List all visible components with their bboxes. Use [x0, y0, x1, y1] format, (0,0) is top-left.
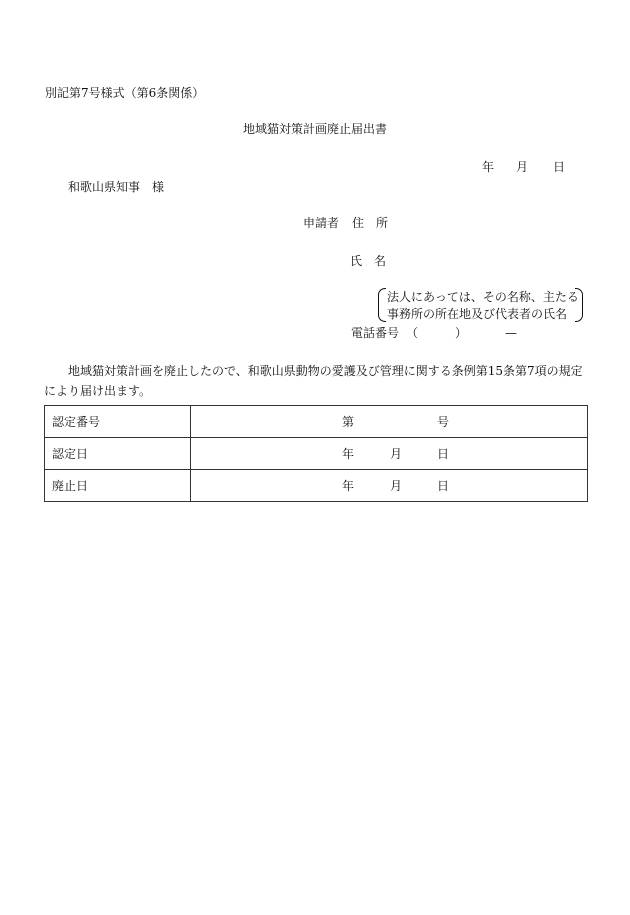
- table-row: [45, 438, 588, 470]
- info-table: [44, 405, 588, 502]
- row-label: 認定日: [45, 438, 191, 470]
- date-year-label: 年: [482, 160, 495, 174]
- address-label: 住 所: [352, 216, 389, 230]
- row-label: 認定番号: [45, 406, 191, 438]
- cell-text: 月: [390, 447, 403, 461]
- applicant-label: 申請者: [303, 216, 340, 230]
- cell-text: 日: [437, 447, 450, 461]
- date-month-label: 月: [516, 160, 529, 174]
- date-day-label: 日: [553, 160, 566, 174]
- body-text: 地域猫対策計画を廃止したので、和歌山県動物の愛護及び管理に関する条例第15条第7項の規定により届け出ます。: [44, 364, 583, 398]
- cell-text: 月: [390, 479, 403, 493]
- form-identifier: 別記第7号様式（第6条関係）: [45, 86, 205, 100]
- cell-text: 号: [437, 415, 450, 429]
- cell-text: 年: [342, 479, 355, 493]
- phone-dash: —: [505, 326, 517, 340]
- phone-close-paren: ）: [455, 326, 468, 340]
- row-label: 廃止日: [45, 470, 191, 502]
- cell-text: 第: [342, 415, 355, 429]
- table-row: [45, 470, 588, 502]
- corporate-note: [378, 287, 583, 323]
- addressee: 和歌山県知事 様: [68, 180, 165, 194]
- row-value: [191, 438, 588, 470]
- row-value: [191, 406, 588, 438]
- cell-text: 年: [342, 447, 355, 461]
- right-brace: [575, 288, 583, 322]
- phone-label: 電話番号: [351, 326, 400, 340]
- table-row: [45, 406, 588, 438]
- row-value: [191, 470, 588, 502]
- name-label: 氏 名: [350, 254, 387, 268]
- phone-open-paren: （: [406, 326, 419, 340]
- document-title: 地域猫対策計画廃止届出書: [242, 122, 387, 136]
- corporate-note-line2: 事務所の所在地及び代表者の氏名: [387, 307, 568, 321]
- left-brace: [378, 288, 386, 322]
- corporate-note-line1: 法人にあっては、その名称、主たる: [387, 290, 579, 304]
- cell-text: 日: [437, 479, 450, 493]
